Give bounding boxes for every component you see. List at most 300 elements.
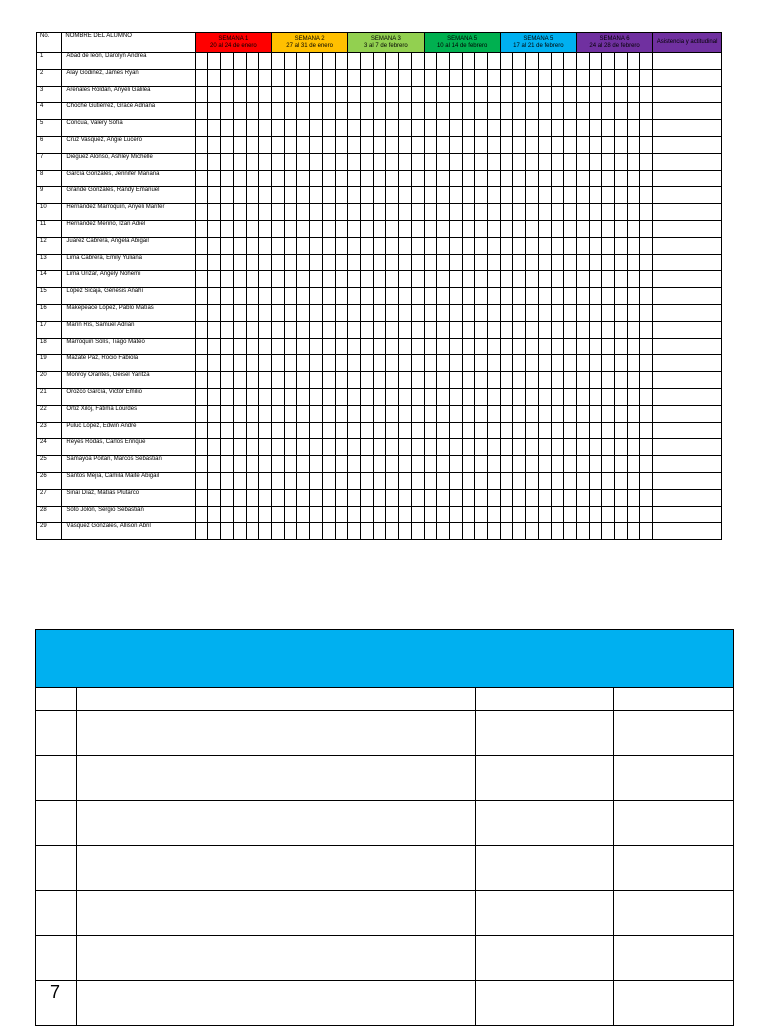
- attendance-cell: [272, 103, 285, 120]
- header-week-5: [500, 33, 576, 53]
- attendance-cell: [259, 304, 272, 321]
- attendance-cell: [500, 472, 513, 489]
- attendance-cell: [221, 506, 234, 523]
- attendance-cell: [488, 220, 501, 237]
- student-name: Vásquez Gonzales, Allison Abril: [62, 523, 195, 540]
- attendance-cell: [233, 304, 246, 321]
- attendance-cell: [488, 523, 501, 540]
- student-number: 17: [37, 321, 62, 338]
- attendance-cell: [208, 136, 221, 153]
- grades-cell: [614, 756, 734, 801]
- attendance-cell: [360, 456, 373, 473]
- week-label: SEMANA 2: [294, 35, 325, 42]
- attendance-cell: [564, 456, 577, 473]
- attendance-cell: [627, 53, 640, 70]
- attendance-cell: [310, 120, 323, 137]
- attendance-cell: [526, 405, 539, 422]
- attendance-cell: [513, 53, 526, 70]
- attendance-cell: [589, 288, 602, 305]
- attendance-cell: [564, 220, 577, 237]
- student-number: 21: [37, 388, 62, 405]
- attendance-cell: [615, 237, 628, 254]
- attendance-cell: [259, 321, 272, 338]
- attendance-cell: [653, 103, 722, 120]
- attendance-cell: [462, 53, 475, 70]
- attendance-cell: [411, 338, 424, 355]
- attendance-cell: [488, 506, 501, 523]
- header-no: No.: [37, 33, 62, 53]
- attendance-cell: [246, 170, 259, 187]
- attendance-cell: [615, 204, 628, 221]
- attendance-cell: [424, 523, 437, 540]
- attendance-cell: [297, 439, 310, 456]
- attendance-cell: [640, 422, 653, 439]
- attendance-cell: [322, 288, 335, 305]
- attendance-cell: [335, 103, 348, 120]
- attendance-cell: [627, 304, 640, 321]
- attendance-cell: [272, 506, 285, 523]
- attendance-cell: [208, 170, 221, 187]
- student-number: 20: [37, 372, 62, 389]
- attendance-cell: [500, 204, 513, 221]
- attendance-cell: [360, 288, 373, 305]
- attendance-cell: [538, 204, 551, 221]
- attendance-cell: [500, 456, 513, 473]
- attendance-cell: [589, 69, 602, 86]
- attendance-cell: [322, 472, 335, 489]
- attendance-cell: [399, 53, 412, 70]
- attendance-cell: [322, 86, 335, 103]
- attendance-cell: [513, 523, 526, 540]
- attendance-cell: [615, 439, 628, 456]
- week-dates: 20 al 24 de enero: [210, 42, 257, 49]
- attendance-cell: [513, 187, 526, 204]
- attendance-cell: [513, 304, 526, 321]
- attendance-cell: [284, 372, 297, 389]
- attendance-cell: [208, 53, 221, 70]
- attendance-cell: [551, 388, 564, 405]
- attendance-cell: [602, 338, 615, 355]
- grades-banner-row: [36, 630, 734, 688]
- attendance-cell: [284, 422, 297, 439]
- attendance-cell: [602, 120, 615, 137]
- attendance-cell: [411, 288, 424, 305]
- attendance-cell: [526, 136, 539, 153]
- attendance-cell: [195, 69, 208, 86]
- attendance-cell: [526, 456, 539, 473]
- attendance-cell: [221, 153, 234, 170]
- student-number: 22: [37, 405, 62, 422]
- attendance-cell: [259, 103, 272, 120]
- attendance-cell: [348, 388, 361, 405]
- attendance-cell: [576, 136, 589, 153]
- attendance-cell: [424, 456, 437, 473]
- attendance-cell: [475, 489, 488, 506]
- attendance-cell: [386, 204, 399, 221]
- attendance-cell: [284, 489, 297, 506]
- attendance-cell: [437, 506, 450, 523]
- attendance-cell: [272, 372, 285, 389]
- attendance-cell: [576, 187, 589, 204]
- attendance-cell: [411, 103, 424, 120]
- attendance-cell: [488, 405, 501, 422]
- grades-cell: [77, 756, 476, 801]
- attendance-cell: [513, 456, 526, 473]
- attendance-cell: [399, 304, 412, 321]
- attendance-cell: [259, 372, 272, 389]
- attendance-cell: [488, 271, 501, 288]
- attendance-cell: [488, 372, 501, 389]
- attendance-cell: [272, 170, 285, 187]
- attendance-cell: [538, 220, 551, 237]
- attendance-cell: [411, 187, 424, 204]
- attendance-cell: [551, 220, 564, 237]
- student-row: [37, 439, 722, 456]
- attendance-cell: [513, 136, 526, 153]
- attendance-cell: [272, 136, 285, 153]
- attendance-cell: [640, 523, 653, 540]
- attendance-cell: [424, 271, 437, 288]
- attendance-cell: [602, 170, 615, 187]
- grades-cell: [476, 846, 614, 891]
- attendance-cell: [246, 288, 259, 305]
- student-number: 7: [37, 153, 62, 170]
- attendance-cell: [640, 53, 653, 70]
- attendance-cell: [513, 254, 526, 271]
- grades-cell: [476, 936, 614, 981]
- attendance-cell: [259, 355, 272, 372]
- attendance-cell: [297, 523, 310, 540]
- attendance-cell: [538, 288, 551, 305]
- attendance-cell: [246, 489, 259, 506]
- week-dates: 10 al 14 de febrero: [436, 42, 488, 49]
- attendance-cell: [348, 220, 361, 237]
- attendance-cell: [373, 271, 386, 288]
- attendance-cell: [348, 153, 361, 170]
- attendance-cell: [272, 254, 285, 271]
- attendance-cell: [424, 321, 437, 338]
- attendance-cell: [297, 271, 310, 288]
- attendance-cell: [335, 136, 348, 153]
- attendance-cell: [310, 237, 323, 254]
- attendance-cell: [500, 288, 513, 305]
- attendance-cell: [297, 338, 310, 355]
- student-number: 14: [37, 271, 62, 288]
- attendance-cell: [348, 170, 361, 187]
- attendance-cell: [322, 523, 335, 540]
- attendance-cell: [564, 103, 577, 120]
- attendance-cell: [208, 355, 221, 372]
- attendance-cell: [335, 120, 348, 137]
- attendance-cell: [526, 439, 539, 456]
- attendance-cell: [348, 204, 361, 221]
- attendance-cell: [513, 271, 526, 288]
- attendance-cell: [399, 321, 412, 338]
- attendance-cell: [297, 237, 310, 254]
- attendance-cell: [335, 338, 348, 355]
- attendance-cell: [284, 170, 297, 187]
- attendance-cell: [500, 53, 513, 70]
- attendance-cell: [322, 439, 335, 456]
- attendance-cell: [221, 355, 234, 372]
- attendance-cell: [272, 355, 285, 372]
- attendance-cell: [602, 254, 615, 271]
- attendance-cell: [576, 338, 589, 355]
- attendance-cell: [360, 304, 373, 321]
- attendance-cell: [576, 153, 589, 170]
- attendance-cell: [272, 86, 285, 103]
- attendance-cell: [386, 120, 399, 137]
- attendance-cell: [272, 271, 285, 288]
- student-row: [37, 405, 722, 422]
- attendance-cell: [589, 372, 602, 389]
- attendance-cell: [500, 103, 513, 120]
- attendance-cell: [399, 456, 412, 473]
- attendance-cell: [310, 53, 323, 70]
- attendance-cell: [195, 388, 208, 405]
- attendance-cell: [475, 204, 488, 221]
- attendance-cell: [360, 53, 373, 70]
- attendance-cell: [576, 53, 589, 70]
- attendance-cell: [221, 388, 234, 405]
- attendance-cell: [462, 187, 475, 204]
- attendance-cell: [640, 388, 653, 405]
- attendance-cell: [538, 456, 551, 473]
- attendance-cell: [195, 288, 208, 305]
- attendance-cell: [272, 523, 285, 540]
- attendance-cell: [335, 69, 348, 86]
- attendance-cell: [653, 523, 722, 540]
- attendance-cell: [589, 506, 602, 523]
- attendance-cell: [373, 304, 386, 321]
- attendance-cell: [462, 456, 475, 473]
- attendance-cell: [475, 523, 488, 540]
- attendance-cell: [373, 405, 386, 422]
- attendance-cell: [589, 422, 602, 439]
- attendance-cell: [399, 204, 412, 221]
- attendance-cell: [399, 489, 412, 506]
- attendance-cell: [437, 439, 450, 456]
- attendance-cell: [246, 204, 259, 221]
- attendance-cell: [462, 523, 475, 540]
- attendance-cell: [551, 338, 564, 355]
- attendance-cell: [564, 422, 577, 439]
- attendance-cell: [615, 304, 628, 321]
- student-number: 1: [37, 53, 62, 70]
- attendance-cell: [335, 372, 348, 389]
- student-number: 27: [37, 489, 62, 506]
- attendance-cell: [335, 86, 348, 103]
- attendance-cell: [551, 304, 564, 321]
- attendance-cell: [399, 422, 412, 439]
- attendance-cell: [297, 456, 310, 473]
- attendance-cell: [310, 271, 323, 288]
- attendance-cell: [589, 456, 602, 473]
- attendance-cell: [615, 489, 628, 506]
- attendance-cell: [475, 136, 488, 153]
- attendance-cell: [589, 355, 602, 372]
- attendance-cell: [373, 372, 386, 389]
- grades-header-row: [36, 688, 734, 711]
- attendance-cell: [449, 220, 462, 237]
- attendance-cell: [437, 204, 450, 221]
- attendance-cell: [335, 523, 348, 540]
- attendance-cell: [551, 53, 564, 70]
- attendance-cell: [564, 86, 577, 103]
- attendance-cell: [526, 254, 539, 271]
- attendance-cell: [488, 53, 501, 70]
- attendance-cell: [551, 489, 564, 506]
- attendance-cell: [615, 506, 628, 523]
- attendance-cell: [310, 136, 323, 153]
- attendance-cell: [360, 338, 373, 355]
- attendance-cell: [488, 170, 501, 187]
- attendance-cell: [373, 170, 386, 187]
- attendance-cell: [373, 472, 386, 489]
- week-label: SEMANA 1: [218, 35, 249, 42]
- attendance-cell: [475, 170, 488, 187]
- attendance-cell: [437, 69, 450, 86]
- attendance-cell: [513, 355, 526, 372]
- attendance-cell: [272, 338, 285, 355]
- attendance-cell: [259, 506, 272, 523]
- attendance-cell: [615, 86, 628, 103]
- attendance-cell: [373, 506, 386, 523]
- attendance-cell: [284, 405, 297, 422]
- attendance-cell: [233, 220, 246, 237]
- attendance-cell: [576, 103, 589, 120]
- attendance-cell: [221, 405, 234, 422]
- attendance-cell: [411, 355, 424, 372]
- attendance-cell: [462, 204, 475, 221]
- attendance-cell: [564, 271, 577, 288]
- attendance-cell: [373, 53, 386, 70]
- attendance-cell: [653, 472, 722, 489]
- attendance-cell: [551, 523, 564, 540]
- attendance-cell: [246, 254, 259, 271]
- attendance-cell: [259, 288, 272, 305]
- attendance-cell: [208, 254, 221, 271]
- attendance-cell: [221, 237, 234, 254]
- attendance-cell: [564, 136, 577, 153]
- attendance-cell: [640, 237, 653, 254]
- attendance-cell: [551, 120, 564, 137]
- attendance-cell: [475, 456, 488, 473]
- attendance-cell: [411, 271, 424, 288]
- attendance-cell: [602, 405, 615, 422]
- header-student-name: NOMBRE DEL ALUMNO: [62, 33, 195, 53]
- attendance-cell: [272, 220, 285, 237]
- attendance-cell: [589, 489, 602, 506]
- attendance-cell: [272, 237, 285, 254]
- attendance-cell: [297, 69, 310, 86]
- student-number: 15: [37, 288, 62, 305]
- attendance-cell: [627, 271, 640, 288]
- attendance-cell: [310, 69, 323, 86]
- attendance-cell: [399, 153, 412, 170]
- attendance-cell: [640, 153, 653, 170]
- attendance-cell: [538, 254, 551, 271]
- attendance-cell: [653, 288, 722, 305]
- attendance-cell: [627, 288, 640, 305]
- grades-cell: [614, 981, 734, 1026]
- attendance-cell: [589, 271, 602, 288]
- attendance-cell: [208, 523, 221, 540]
- attendance-cell: [348, 439, 361, 456]
- attendance-cell: [589, 136, 602, 153]
- header-attendance-attitude: Asistencia y actitudinal: [653, 33, 722, 53]
- attendance-cell: [564, 405, 577, 422]
- grades-cell: [476, 801, 614, 846]
- attendance-cell: [653, 254, 722, 271]
- student-number: 5: [37, 120, 62, 137]
- attendance-cell: [526, 321, 539, 338]
- attendance-cell: [386, 86, 399, 103]
- attendance-cell: [627, 237, 640, 254]
- attendance-cell: [551, 254, 564, 271]
- attendance-cell: [576, 355, 589, 372]
- attendance-cell: [284, 103, 297, 120]
- attendance-cell: [449, 204, 462, 221]
- attendance-cell: [538, 388, 551, 405]
- attendance-cell: [284, 120, 297, 137]
- attendance-cell: [399, 338, 412, 355]
- attendance-cell: [551, 456, 564, 473]
- attendance-cell: [640, 405, 653, 422]
- attendance-cell: [411, 170, 424, 187]
- attendance-cell: [615, 271, 628, 288]
- attendance-cell: [322, 136, 335, 153]
- attendance-cell: [627, 338, 640, 355]
- attendance-cell: [297, 304, 310, 321]
- attendance-cell: [513, 237, 526, 254]
- attendance-cell: [284, 254, 297, 271]
- attendance-cell: [576, 456, 589, 473]
- attendance-cell: [297, 153, 310, 170]
- attendance-cell: [615, 187, 628, 204]
- attendance-cell: [437, 288, 450, 305]
- grades-row: [36, 756, 734, 801]
- attendance-cell: [195, 53, 208, 70]
- attendance-cell: [449, 456, 462, 473]
- student-row: [37, 523, 722, 540]
- attendance-cell: [411, 472, 424, 489]
- attendance-cell: [576, 439, 589, 456]
- attendance-cell: [284, 338, 297, 355]
- attendance-cell: [297, 204, 310, 221]
- attendance-cell: [551, 136, 564, 153]
- attendance-cell: [259, 523, 272, 540]
- attendance-cell: [653, 489, 722, 506]
- attendance-cell: [449, 69, 462, 86]
- attendance-cell: [526, 153, 539, 170]
- attendance-cell: [653, 53, 722, 70]
- attendance-cell: [386, 439, 399, 456]
- attendance-cell: [310, 86, 323, 103]
- attendance-cell: [259, 220, 272, 237]
- attendance-cell: [208, 69, 221, 86]
- attendance-cell: [208, 422, 221, 439]
- attendance-cell: [335, 422, 348, 439]
- attendance-cell: [437, 523, 450, 540]
- attendance-cell: [576, 523, 589, 540]
- student-name: López Sicaja, Génesis Anahí: [62, 288, 195, 305]
- attendance-cell: [424, 288, 437, 305]
- attendance-cell: [233, 69, 246, 86]
- grades-row: [36, 891, 734, 936]
- attendance-cell: [284, 220, 297, 237]
- attendance-cell: [615, 53, 628, 70]
